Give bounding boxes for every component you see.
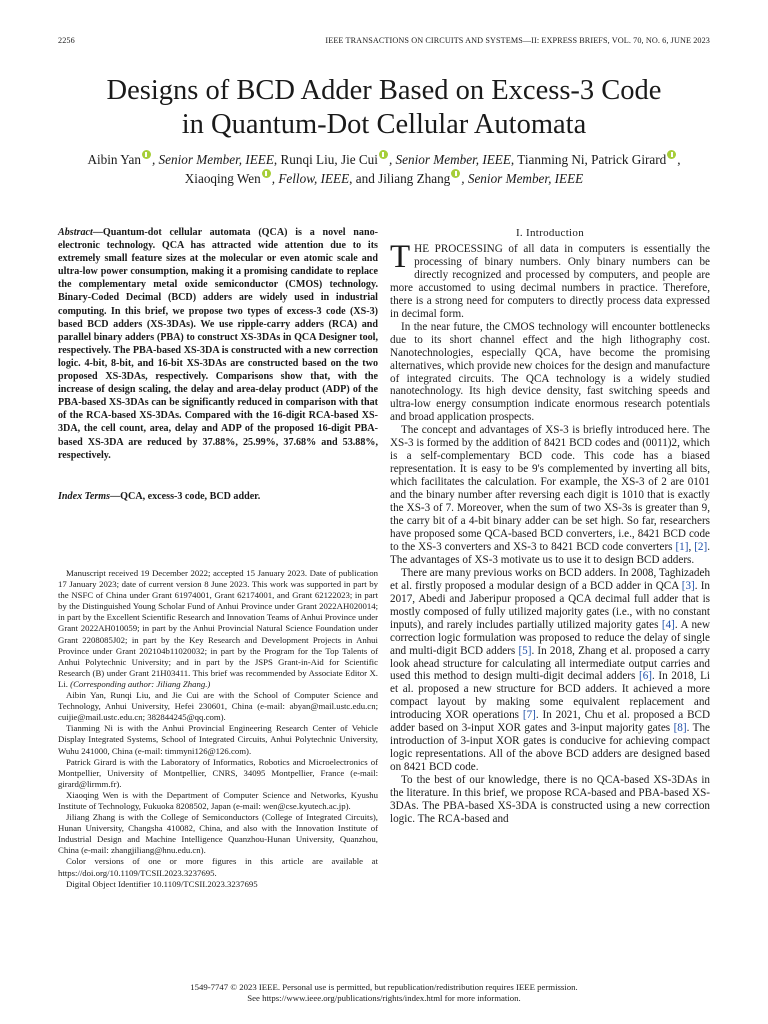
abstract-label: Abstract <box>58 227 93 238</box>
author-list <box>40 150 728 188</box>
orcid-icon[interactable] <box>262 169 271 178</box>
corresponding-author: (Corresponding author: Jiliang Zhang.) <box>70 678 211 689</box>
orcid-icon[interactable] <box>142 150 151 159</box>
footnote-affiliation: Tianming Ni is with the Anhui Provincial Engineering Research Center of Vehicle Display Integrated Systems, School of Integrated Circuits, Anhui Polytechnic University, Wuhu 241000, China (e-mail: timmyni126@126.com). <box>58 723 378 756</box>
paragraph-text: . In 2018, Zhang et al. proposed a carry look ahead structure for calculating all intermediate output carries and used this method to design multi-digit decimal adders <box>390 644 711 683</box>
paragraph: To the best of our knowledge, there is no QCA-based XS-3DAs in the literature. In this brief, we propose RCA-based and PBA-based XS-3DAs. The PBA-based XS-3DA is constructed using a new correction logic. The RCA-based and <box>390 774 710 825</box>
author-name: Aibin Yan <box>87 152 141 167</box>
citation-link[interactable]: [8] <box>673 722 687 735</box>
author-title: , Senior Member, IEEE <box>461 171 584 186</box>
copyright-footer <box>40 982 728 1004</box>
author-name: , Runqi Liu, Jie Cui <box>273 152 378 167</box>
index-terms-label: Index Terms <box>58 491 111 502</box>
paragraph-text: . In 2018, Li et al. proposed a new structure for BCD adders. It achieved a more compact layout by making some equivalent replacement and introducing XOR operations <box>390 670 711 722</box>
author-name: Xiaoqing Wen <box>184 171 261 186</box>
footnote-affiliation: Xiaoqing Wen is with the Department of Computer Science and Networks, Kyushu Institute of Technology, Fukuoka 8208502, Japan (e-mail: wen@cse.kyutech.ac.jp). <box>58 789 378 811</box>
orcid-icon[interactable] <box>667 150 676 159</box>
citation-link[interactable]: [5] <box>518 644 532 657</box>
paragraph <box>390 567 710 774</box>
author-title: , Fellow, IEEE <box>271 171 350 186</box>
footnote-affiliation: Patrick Girard is with the Laboratory of Informatics, Robotics and Microelectronics of Montpellier, University of Montpellier, CNRS, 34095 Montpellier, France (e-mail: girard@lirmm.fr). <box>58 756 378 789</box>
footnote-doi: Digital Object Identifier 10.1109/TCSII.2023.3237695 <box>66 878 258 889</box>
paper-title <box>40 74 728 142</box>
footnote-color-versions: Color versions of one or more figures in this article are available at https://doi.org/10.1109/TCSII.2023.3237695. <box>58 856 378 878</box>
page-number: 2256 <box>58 36 75 45</box>
citation-link[interactable]: [4] <box>661 618 675 631</box>
title-line-1: Designs of BCD Adder Based on Excess-3 Code <box>106 75 662 106</box>
index-terms <box>58 490 378 503</box>
section-heading: I. Introduction <box>515 227 585 239</box>
paragraph-text: HE PROCESSING of all data in computers is essentially the processing of binary numbers. Only binary numbers can be directly recognized and processed by computers, and people are more accustomed to using decimal numbers in practice. Therefore, there is a strong need for computers to directly process data expressed in decimal form. <box>390 243 710 320</box>
author-name: , Tianming Ni, Patrick Girard <box>510 152 667 167</box>
paragraph-text: The concept and advantages of XS-3 is briefly introduced here. The XS-3 is formed by the addition of 8421 BCD codes and (0011)2, which is a self-complementary BCD code. This code has a biased representation. It is easy to be 9's complemented by inverting all bits, which facilitates the calculation. For example, the XS-3 of 2 are 0101 and the binary number after reversing each digit is 1010 that is exactly the XS-3 of 7. Moreover, when the sum of two XS-3s is greater than 9, the carry bit of a 4-bit binary adder can be set high. So far, researchers have proposed some QCA-based BCD converters, i.e., 8421 BCD code to the XS-3 converters and XS-3 to 8421 BCD code converters <box>390 424 710 553</box>
footnote-affiliation: Jiliang Zhang is with the College of Semiconductors (College of Integrated Circuits), Hunan University, Changsha 410082, China, and also with the Innovation Institute of Industrial Design and Machine Intelligence Quanzhou-Hunan University, Quanzhou, China (e-mail: zhangjiliang@hnu.edu.cn). <box>58 812 378 856</box>
footnote-manuscript <box>58 568 378 690</box>
author-title: , Senior Member, IEEE <box>151 152 274 167</box>
citation-link[interactable]: [3] <box>681 579 695 592</box>
footnote-affiliation: Aibin Yan, Runqi Liu, and Jie Cui are with the School of Computer Science and Technology, Anhui University, Hefei 230601, China (e-mail: abyan@mail.ustc.edu.cn; cuijie@mail.ustc.edu.cn; 382844245@qq.com). <box>58 690 378 723</box>
citation-link[interactable]: [7] <box>522 709 536 722</box>
running-header <box>58 36 710 48</box>
abstract-text: —Quantum-dot cellular automata (QCA) is a novel nano-electronic technology. QCA has attracted wide attention due to its extremely small feature sizes at the molecular or even atomic scale and ultra-low power consumption, making it a promising candidate to replace the complementary metal oxide semiconductor (CMOS) technology. Binary-Coded Decimal (BCD) adders are widely used in industrial computing. In this brief, we propose two types of excess-3 code (XS-3) based BCD adders (XS-3DAs). We use ripple-carry adders (RCA) and parallel binary adders (PBA) to construct XS-3DAs in QCA Designer tool, respectively. The PBA-based XS-3DA is constructed with a new correction logic. 4-bit, 8-bit, and 16-bit XS-3DAs are constructed based on the two proposed XS-3DAs, respectively. Comparisons show that, with the increase of design scaling, the delay and area-delay product (ADP) of the PBA-based XS-3DAs can be significantly reduced in comparison with that of the RCA-based XS-3DAs. Compared with the 16-digit RCA-based XS-3DA, the cell count, area, delay and ADP of the proposed 16-digit PBA-based XS-3DA are reduced by 37.88%, 25.99%, 37.68% and 53.88%, respectively. <box>58 227 378 461</box>
index-terms-text: —QCA, excess-3 code, BCD adder. <box>110 491 261 502</box>
paragraph-text: There are many previous works on BCD adders. In 2008, Taghizadeh et al. firstly proposed a modular design of a BCD adder in QCA <box>390 566 711 592</box>
paragraph-text: . A new correction logic formulation was proposed to reduce the delay of single and multi-digit BCD adders <box>390 618 710 657</box>
footnote-text: Manuscript received 19 December 2022; accepted 15 January 2023. Date of publication 17 January 2023; date of current version 8 June 2023. This work was supported in part by the NSFC of China under Grant 61974001, Grant 62174001, and Grant 62122023; in part by the Distinguished Young Scholar Fund of Anhui Province under Grant 2022AH020014; in part by the Excellent Scientific Research and Innovation Teams of Anhui Province under Grant 2022AH010059; in part by the Anhui Provincial Natural Science Foundation under Grant 2208085J02; in part by the Key Research and Development Projects in Anhui Province under Grant 202104b11020032; in part by the Program for the Top Talents of Anhui Polytechnic University; and in part by the JSPS Grant-in-Aid for Scientific Research (B) under Grant 21H03411. This brief was recommended by Associate Editor X. Li. <box>58 568 378 689</box>
paragraph <box>390 424 710 566</box>
author-title: , Senior Member, IEEE <box>388 152 511 167</box>
paragraph-text: . The advantages of XS-3 motivate us to use it to design BCD adders. <box>390 540 710 566</box>
citation-link[interactable]: [2] <box>694 540 708 553</box>
orcid-icon[interactable] <box>379 150 388 159</box>
citation-link[interactable]: [6] <box>638 670 652 683</box>
abstract <box>58 226 378 462</box>
paragraph-text: . In 2021, Chu et al. proposed a BCD adder based on 3-input XOR gates and 3-input majority gates <box>390 709 710 735</box>
paragraph <box>390 239 710 321</box>
citation-link[interactable]: [1] <box>675 540 689 553</box>
journal-name: IEEE TRANSACTIONS ON CIRCUITS AND SYSTEMS—II: EXPRESS BRIEFS, VOL. 70, NO. 6, JUNE 2023 <box>325 36 710 45</box>
paragraph-text: . The introduction of 3-input XOR gates is conducive for achieving compact logic representations. All of the above BCD adders are designed based on 8421 BCD code. <box>390 722 710 774</box>
footnotes <box>58 568 378 890</box>
introduction-body <box>390 239 711 826</box>
title-line-2: in Quantum-Dot Cellular Automata <box>181 109 587 140</box>
paragraph-text: , <box>688 540 695 553</box>
orcid-icon[interactable] <box>451 169 460 178</box>
permissions-line: See https://www.ieee.org/publications/rights/index.html for more information. <box>247 993 521 1003</box>
copyright-line: 1549-7747 © 2023 IEEE. Personal use is permitted, but republication/redistribution requires IEEE permission. <box>190 982 578 992</box>
author-name: , and Jiliang Zhang <box>349 171 451 186</box>
paragraph: In the near future, the CMOS technology will encounter bottlenecks due to its short channel effect and the high lithography cost. Nanotechnologies, especially QCA, have become the promising alternatives, which provide new choices for the design and manufacture of integrated circuits. The QCA technology is a widely studied nanotechnology. Its high device density, fast switching speeds and ultra-low energy consumption indicate enormous research potentials and broad application prospects. <box>390 320 710 424</box>
paragraph-text: . In 2017, Abedi and Jaberipur proposed a QCA decimal full adder that is mostly composed of fully utilized majority gates (i.e., with no constant inputs), and rarely includes partially utilized majority gates <box>390 579 710 631</box>
author-separator: , <box>677 152 681 167</box>
drop-cap: T <box>390 239 411 275</box>
